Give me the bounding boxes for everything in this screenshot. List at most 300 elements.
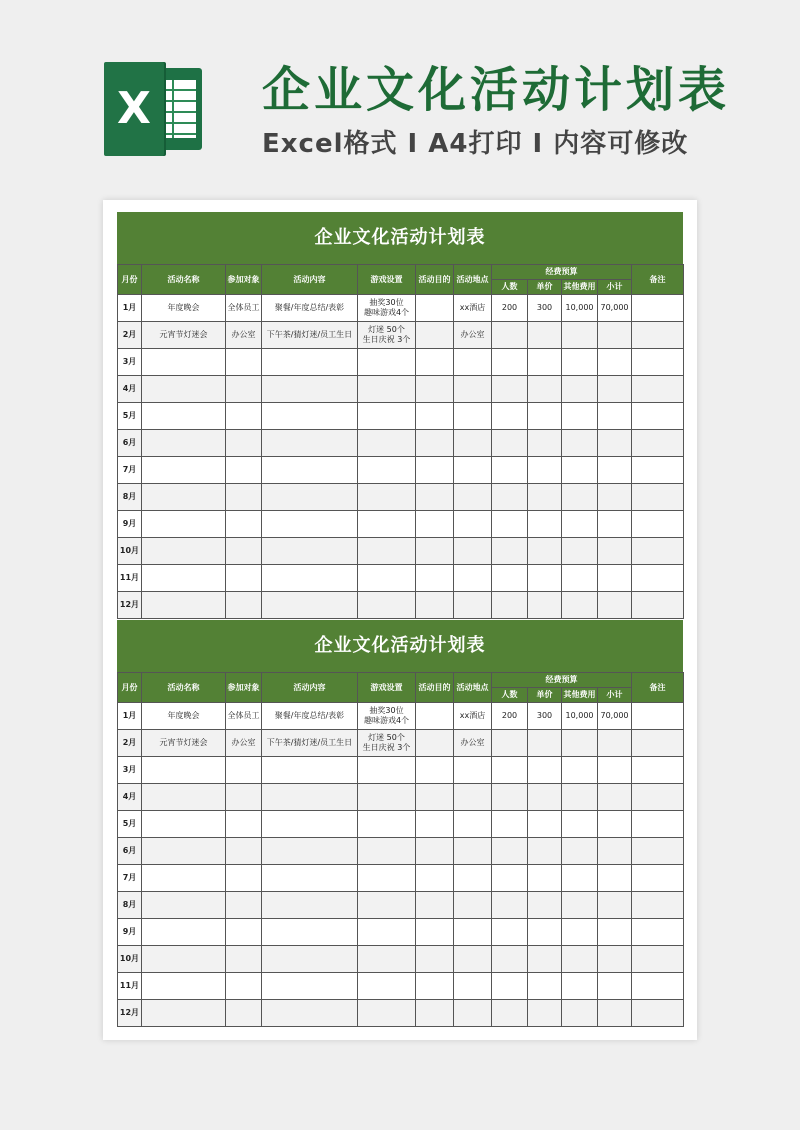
table-cell (598, 757, 632, 784)
table-cell (632, 403, 684, 430)
table-cell (226, 865, 262, 892)
table-cell (598, 484, 632, 511)
month-cell: 7月 (118, 865, 142, 892)
table-cell (454, 538, 492, 565)
table-cell (358, 973, 416, 1000)
table-cell (454, 484, 492, 511)
col-header-unit-price: 单价 (528, 688, 562, 703)
table-cell (262, 565, 358, 592)
table-cell (454, 376, 492, 403)
table-cell (632, 322, 684, 349)
table-cell (358, 430, 416, 457)
sheet-1 (117, 212, 683, 619)
month-cell: 7月 (118, 457, 142, 484)
table-cell (226, 538, 262, 565)
table-cell (142, 538, 226, 565)
table-cell (358, 511, 416, 538)
month-cell: 12月 (118, 592, 142, 619)
table-cell: 200 (492, 295, 528, 322)
month-cell: 11月 (118, 973, 142, 1000)
table-cell (358, 838, 416, 865)
table-cell (492, 457, 528, 484)
table-cell (142, 757, 226, 784)
table-cell (142, 892, 226, 919)
table-cell (562, 538, 598, 565)
col-header-activity-name: 活动名称 (142, 265, 226, 295)
table-cell (454, 973, 492, 1000)
col-header-headcount: 人数 (492, 688, 528, 703)
table-cell (262, 511, 358, 538)
table-cell (416, 784, 454, 811)
table-cell (598, 892, 632, 919)
table-cell (142, 973, 226, 1000)
month-cell: 10月 (118, 946, 142, 973)
col-header-subtotal: 小计 (598, 688, 632, 703)
table-cell (528, 811, 562, 838)
table-cell (528, 565, 562, 592)
table-row (118, 919, 684, 946)
table-cell (262, 376, 358, 403)
table-cell (492, 973, 528, 1000)
month-cell: 4月 (118, 376, 142, 403)
col-header-remarks: 备注 (632, 265, 684, 295)
table-cell (632, 538, 684, 565)
plan-table (117, 672, 684, 1027)
table-cell (416, 457, 454, 484)
table-cell (528, 349, 562, 376)
table-cell (142, 1000, 226, 1027)
table-cell (598, 403, 632, 430)
table-cell (454, 349, 492, 376)
table-cell: 200 (492, 703, 528, 730)
table-cell (492, 376, 528, 403)
table-cell (492, 511, 528, 538)
table-cell (562, 322, 598, 349)
table-cell (262, 757, 358, 784)
table-cell (632, 1000, 684, 1027)
table-row (118, 811, 684, 838)
table-cell (454, 784, 492, 811)
month-cell: 1月 (118, 703, 142, 730)
table-row (118, 349, 684, 376)
table-cell (416, 403, 454, 430)
table-cell (598, 565, 632, 592)
table-cell (454, 1000, 492, 1027)
table-cell (492, 1000, 528, 1027)
table-row (118, 838, 684, 865)
table-cell (492, 403, 528, 430)
table-cell (416, 322, 454, 349)
table-row (118, 784, 684, 811)
sheet-2 (117, 620, 683, 1027)
table-cell (416, 973, 454, 1000)
month-cell: 5月 (118, 811, 142, 838)
table-cell (528, 730, 562, 757)
table-cell (142, 565, 226, 592)
table-cell (632, 730, 684, 757)
table-row (118, 730, 684, 757)
table-cell (562, 757, 598, 784)
table-cell (528, 538, 562, 565)
month-cell: 2月 (118, 730, 142, 757)
table-cell (454, 757, 492, 784)
table-cell (598, 430, 632, 457)
table-cell (262, 865, 358, 892)
table-cell (492, 592, 528, 619)
col-header-purpose: 活动目的 (416, 265, 454, 295)
table-cell (632, 430, 684, 457)
table-cell (562, 865, 598, 892)
table-cell (262, 538, 358, 565)
table-cell: 年度晚会 (142, 295, 226, 322)
table-cell (226, 430, 262, 457)
table-cell (416, 865, 454, 892)
table-cell: 灯迷 50个 生日庆祝 3个 (358, 322, 416, 349)
table-cell (226, 1000, 262, 1027)
table-cell (632, 376, 684, 403)
table-cell (358, 457, 416, 484)
col-header-other-costs: 其他费用 (562, 280, 598, 295)
table-cell (598, 511, 632, 538)
table-cell (598, 592, 632, 619)
table-cell: 10,000 (562, 703, 598, 730)
table-cell (492, 892, 528, 919)
table-cell (416, 1000, 454, 1027)
table-cell (262, 430, 358, 457)
table-cell (262, 484, 358, 511)
table-cell (598, 865, 632, 892)
col-header-content: 活动内容 (262, 265, 358, 295)
table-cell (358, 865, 416, 892)
table-cell (632, 295, 684, 322)
table-cell (598, 730, 632, 757)
table-cell: 元宵节灯迷会 (142, 730, 226, 757)
table-cell (226, 892, 262, 919)
table-cell (492, 811, 528, 838)
table-cell (492, 430, 528, 457)
table-row (118, 865, 684, 892)
table-cell (528, 757, 562, 784)
table-cell: 下午茶/猜灯迷/员工生日 (262, 322, 358, 349)
month-cell: 3月 (118, 757, 142, 784)
month-cell: 8月 (118, 892, 142, 919)
table-cell (142, 919, 226, 946)
table-cell (358, 349, 416, 376)
table-cell (492, 538, 528, 565)
table-cell (632, 892, 684, 919)
table-cell (142, 484, 226, 511)
col-header-activity-name: 活动名称 (142, 673, 226, 703)
table-cell (528, 322, 562, 349)
month-cell: 4月 (118, 784, 142, 811)
table-cell (226, 919, 262, 946)
table-cell: 办公室 (454, 730, 492, 757)
table-cell (262, 892, 358, 919)
table-cell (142, 865, 226, 892)
table-cell (454, 946, 492, 973)
table-cell (416, 376, 454, 403)
table-cell (358, 946, 416, 973)
table-cell (598, 376, 632, 403)
table-cell (416, 430, 454, 457)
col-header-budget: 经费预算 (492, 265, 632, 280)
table-cell (226, 592, 262, 619)
table-cell (632, 511, 684, 538)
month-cell: 9月 (118, 919, 142, 946)
table-cell (262, 973, 358, 1000)
table-cell (142, 592, 226, 619)
table-cell: 70,000 (598, 703, 632, 730)
table-row (118, 946, 684, 973)
col-header-remarks: 备注 (632, 673, 684, 703)
col-header-month: 月份 (118, 265, 142, 295)
table-cell (562, 484, 598, 511)
table-cell (598, 1000, 632, 1027)
table-cell (492, 838, 528, 865)
table-cell (528, 946, 562, 973)
sheet-title: 企业文化活动计划表 (117, 212, 683, 264)
table-cell (528, 484, 562, 511)
table-cell (528, 1000, 562, 1027)
table-cell (454, 457, 492, 484)
month-cell: 1月 (118, 295, 142, 322)
table-cell (598, 349, 632, 376)
table-cell: 办公室 (454, 322, 492, 349)
table-row (118, 703, 684, 730)
col-header-participants: 参加对象 (226, 265, 262, 295)
table-cell: 办公室 (226, 730, 262, 757)
table-cell: 年度晚会 (142, 703, 226, 730)
table-cell: 抽奖30位 趣味游戏4个 (358, 295, 416, 322)
table-cell (492, 919, 528, 946)
table-cell (416, 511, 454, 538)
table-cell (528, 973, 562, 1000)
table-row (118, 295, 684, 322)
table-cell (416, 538, 454, 565)
table-cell (598, 946, 632, 973)
table-cell (142, 511, 226, 538)
table-cell (562, 946, 598, 973)
table-cell: 聚餐/年度总结/表彰 (262, 703, 358, 730)
table-cell (416, 811, 454, 838)
table-cell: 抽奖30位 趣味游戏4个 (358, 703, 416, 730)
table-cell (358, 484, 416, 511)
table-cell (562, 1000, 598, 1027)
table-cell (632, 565, 684, 592)
table-cell (358, 892, 416, 919)
table-cell (528, 511, 562, 538)
table-cell (142, 457, 226, 484)
table-cell (226, 811, 262, 838)
table-cell (358, 757, 416, 784)
table-cell (598, 538, 632, 565)
table-cell: 全体员工 (226, 295, 262, 322)
table-cell (262, 349, 358, 376)
table-cell: 办公室 (226, 322, 262, 349)
table-cell (226, 511, 262, 538)
table-cell (416, 838, 454, 865)
table-cell: 灯迷 50个 生日庆祝 3个 (358, 730, 416, 757)
table-cell (142, 376, 226, 403)
table-cell (632, 484, 684, 511)
table-cell (528, 919, 562, 946)
table-cell (528, 892, 562, 919)
table-cell (598, 919, 632, 946)
table-cell (142, 784, 226, 811)
table-cell (226, 484, 262, 511)
table-cell (632, 865, 684, 892)
month-cell: 6月 (118, 430, 142, 457)
table-cell (598, 322, 632, 349)
table-cell (454, 403, 492, 430)
table-row (118, 457, 684, 484)
col-header-headcount: 人数 (492, 280, 528, 295)
table-cell (262, 811, 358, 838)
table-cell (454, 592, 492, 619)
table-cell (358, 811, 416, 838)
table-cell (528, 865, 562, 892)
table-cell (262, 403, 358, 430)
col-header-participants: 参加对象 (226, 673, 262, 703)
table-cell (528, 457, 562, 484)
col-header-budget: 经费预算 (492, 673, 632, 688)
table-cell (492, 757, 528, 784)
table-cell (262, 592, 358, 619)
table-cell (632, 784, 684, 811)
table-cell (226, 838, 262, 865)
table-row (118, 538, 684, 565)
table-cell (528, 838, 562, 865)
table-cell (226, 376, 262, 403)
table-cell (226, 349, 262, 376)
table-cell (528, 403, 562, 430)
table-cell (416, 592, 454, 619)
table-cell (562, 430, 598, 457)
table-cell: xx酒店 (454, 703, 492, 730)
table-cell (358, 538, 416, 565)
month-cell: 2月 (118, 322, 142, 349)
table-cell (562, 457, 598, 484)
table-cell (142, 838, 226, 865)
table-cell (562, 376, 598, 403)
table-row (118, 376, 684, 403)
table-cell (226, 757, 262, 784)
table-cell (454, 811, 492, 838)
table-cell (262, 457, 358, 484)
table-cell (454, 892, 492, 919)
table-cell (562, 838, 598, 865)
table-cell (226, 565, 262, 592)
table-cell (358, 784, 416, 811)
table-cell (226, 784, 262, 811)
table-cell (528, 430, 562, 457)
table-cell (358, 376, 416, 403)
table-cell (492, 730, 528, 757)
excel-icon-letter: X (117, 83, 151, 134)
table-cell: 70,000 (598, 295, 632, 322)
col-header-unit-price: 单价 (528, 280, 562, 295)
table-cell (454, 865, 492, 892)
table-cell (632, 457, 684, 484)
sheet-title: 企业文化活动计划表 (117, 620, 683, 672)
table-cell (492, 565, 528, 592)
table-cell (416, 892, 454, 919)
table-cell (632, 703, 684, 730)
table-cell: 元宵节灯迷会 (142, 322, 226, 349)
excel-icon (104, 62, 204, 156)
table-cell (492, 349, 528, 376)
table-cell (454, 565, 492, 592)
table-row (118, 322, 684, 349)
table-cell (416, 703, 454, 730)
table-cell (632, 946, 684, 973)
table-row (118, 592, 684, 619)
table-cell (632, 592, 684, 619)
table-row (118, 511, 684, 538)
table-cell: 10,000 (562, 295, 598, 322)
table-cell (562, 919, 598, 946)
table-cell (358, 919, 416, 946)
table-cell (416, 484, 454, 511)
table-cell (416, 919, 454, 946)
table-cell: xx酒店 (454, 295, 492, 322)
table-cell (416, 730, 454, 757)
month-cell: 9月 (118, 511, 142, 538)
table-cell (528, 376, 562, 403)
table-cell (416, 349, 454, 376)
table-cell (492, 865, 528, 892)
table-cell (142, 811, 226, 838)
table-cell: 300 (528, 295, 562, 322)
table-cell (416, 295, 454, 322)
table-cell (492, 784, 528, 811)
month-cell: 6月 (118, 838, 142, 865)
table-cell (562, 565, 598, 592)
table-cell (562, 403, 598, 430)
table-cell (262, 784, 358, 811)
table-cell (492, 484, 528, 511)
table-row (118, 892, 684, 919)
table-cell (562, 511, 598, 538)
table-cell (358, 403, 416, 430)
table-cell (562, 730, 598, 757)
table-cell (226, 973, 262, 1000)
table-cell: 全体员工 (226, 703, 262, 730)
table-cell: 下午茶/猜灯迷/员工生日 (262, 730, 358, 757)
col-header-location: 活动地点 (454, 673, 492, 703)
col-header-content: 活动内容 (262, 673, 358, 703)
table-cell: 300 (528, 703, 562, 730)
table-cell (262, 919, 358, 946)
page-subtitle: Excel格式 I A4打印 I 内容可修改 (262, 129, 689, 159)
table-cell (142, 430, 226, 457)
table-cell (562, 592, 598, 619)
document-paper (103, 200, 697, 1040)
table-cell (492, 322, 528, 349)
table-cell (632, 838, 684, 865)
table-cell (226, 457, 262, 484)
table-row (118, 1000, 684, 1027)
table-cell (226, 403, 262, 430)
table-cell (492, 946, 528, 973)
table-cell (562, 784, 598, 811)
table-cell (598, 838, 632, 865)
month-cell: 12月 (118, 1000, 142, 1027)
table-row (118, 430, 684, 457)
table-cell (632, 811, 684, 838)
table-cell (358, 565, 416, 592)
col-header-subtotal: 小计 (598, 280, 632, 295)
